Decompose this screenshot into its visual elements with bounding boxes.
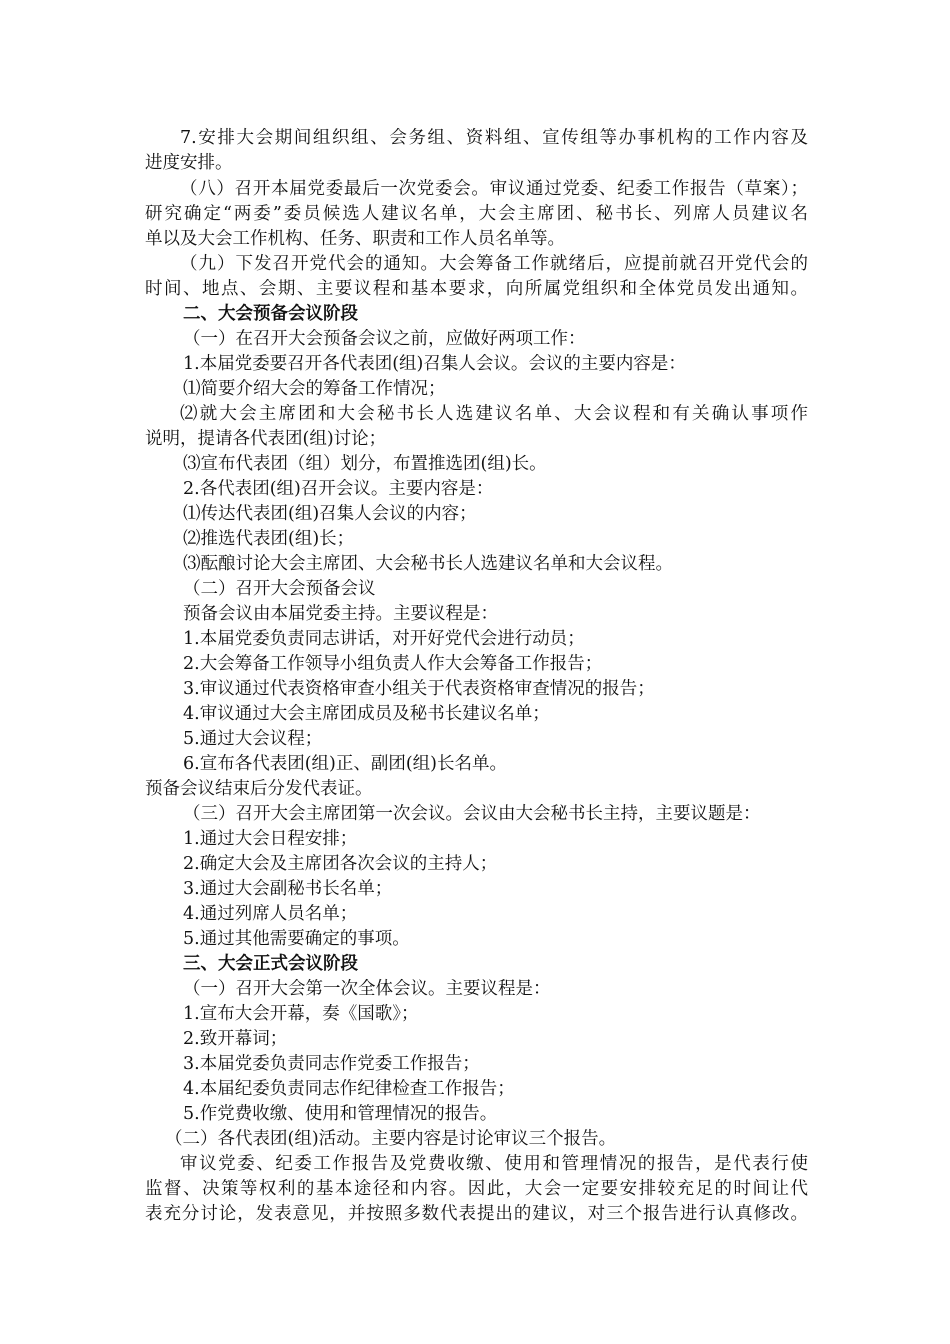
section-heading: 二、大会预备会议阶段 (183, 304, 358, 324)
text-line: 3.本届党委负责同志作党委工作报告； (183, 1054, 480, 1074)
text-line: 2.各代表团(组)召开会议。主要内容是： (183, 479, 494, 499)
text-line: （二）各代表团(组)活动。主要内容是讨论审议三个报告。 (165, 1129, 617, 1149)
text-line: 3.审议通过代表资格审查小组关于代表资格审查情况的报告； (183, 679, 655, 699)
text-line: ⑵推选代表团(组)长； (183, 529, 355, 549)
text-line: 审议党委、纪委工作报告及党费收缴、使用和管理情况的报告，是代表行使 (180, 1154, 808, 1174)
text-line: ⑶酝酿讨论大会主席团、大会秘书长人选建议名单和大会议程。 (183, 554, 673, 574)
text-line: 5.作党费收缴、使用和管理情况的报告。 (183, 1104, 498, 1124)
text-line: 1.宣布大会开幕，奏《国歌》； (183, 1004, 419, 1024)
text-line: 单以及大会工作机构、任务、职责和工作人员名单等。 (145, 229, 565, 249)
text-line: 5.通过大会议程； (183, 729, 323, 749)
text-line: 监督、决策等权利的基本途径和内容。因此，大会一定要安排较充足的时间让代 (145, 1179, 808, 1199)
text-line: 1.通过大会日程安排； (183, 829, 358, 849)
text-line: 4.通过列席人员名单； (183, 904, 358, 924)
text-line: 时间、地点、会期、主要议程和基本要求，向所属党组织和全体党员发出通知。 (145, 279, 808, 299)
text-line: （九）下发召开党代会的通知。大会筹备工作就绪后，应提前就召开党代会的 (180, 254, 808, 274)
text-line: 2.确定大会及主席团各次会议的主持人； (183, 854, 498, 874)
text-line: 说明，提请各代表团(组)讨论； (145, 429, 387, 449)
text-line: 7.安排大会期间组织组、会务组、资料组、宣传组等办事机构的工作内容及 (180, 128, 808, 148)
text-line: 4.审议通过大会主席团成员及秘书长建议名单； (183, 704, 550, 724)
text-line: 5.通过其他需要确定的事项。 (183, 929, 410, 949)
text-line: 4.本届纪委负责同志作纪律检查工作报告； (183, 1079, 515, 1099)
text-line: 1.本届党委要召开各代表团(组)召集人会议。会议的主要内容是： (183, 354, 686, 374)
text-line: 研究确定“两委”委员候选人建议名单，大会主席团、秘书长、列席人员建议名 (145, 204, 808, 224)
text-line: 2.致开幕词； (183, 1029, 288, 1049)
section-heading: 三、大会正式会议阶段 (183, 954, 358, 974)
text-line: 6.宣布各代表团(组)正、副团(组)长名单。 (183, 754, 508, 774)
text-line: ⑶宣布代表团（组）划分，布置推选团(组)长。 (183, 454, 547, 474)
text-line: （八）召开本届党委最后一次党委会。审议通过党委、纪委工作报告（草案）； (180, 179, 808, 199)
text-line: （一）召开大会第一次全体会议。主要议程是： (183, 979, 551, 999)
text-line: 3.通过大会副秘书长名单； (183, 879, 393, 899)
text-line: ⑴简要介绍大会的筹备工作情况； (183, 379, 446, 399)
text-line: 表充分讨论，发表意见，并按照多数代表提出的建议，对三个报告进行认真修改。 (145, 1204, 808, 1224)
text-line: 进度安排。 (145, 153, 233, 173)
text-line: （二）召开大会预备会议 (183, 579, 376, 599)
text-line: ⑴传达代表团(组)召集人会议的内容； (183, 504, 477, 524)
text-line: 2.大会筹备工作领导小组负责人作大会筹备工作报告； (183, 654, 603, 674)
text-line: （一）在召开大会预备会议之前，应做好两项工作： (183, 329, 586, 349)
text-line: 1.本届党委负责同志讲话，对开好党代会进行动员； (183, 629, 585, 649)
text-line: （三）召开大会主席团第一次会议。会议由大会秘书长主持，主要议题是： (183, 804, 761, 824)
text-line: 预备会议结束后分发代表证。 (145, 779, 373, 799)
text-line: ⑵就大会主席团和大会秘书长人选建议名单、大会议程和有关确认事项作 (180, 404, 808, 424)
text-line: 预备会议由本届党委主持。主要议程是： (183, 604, 498, 624)
